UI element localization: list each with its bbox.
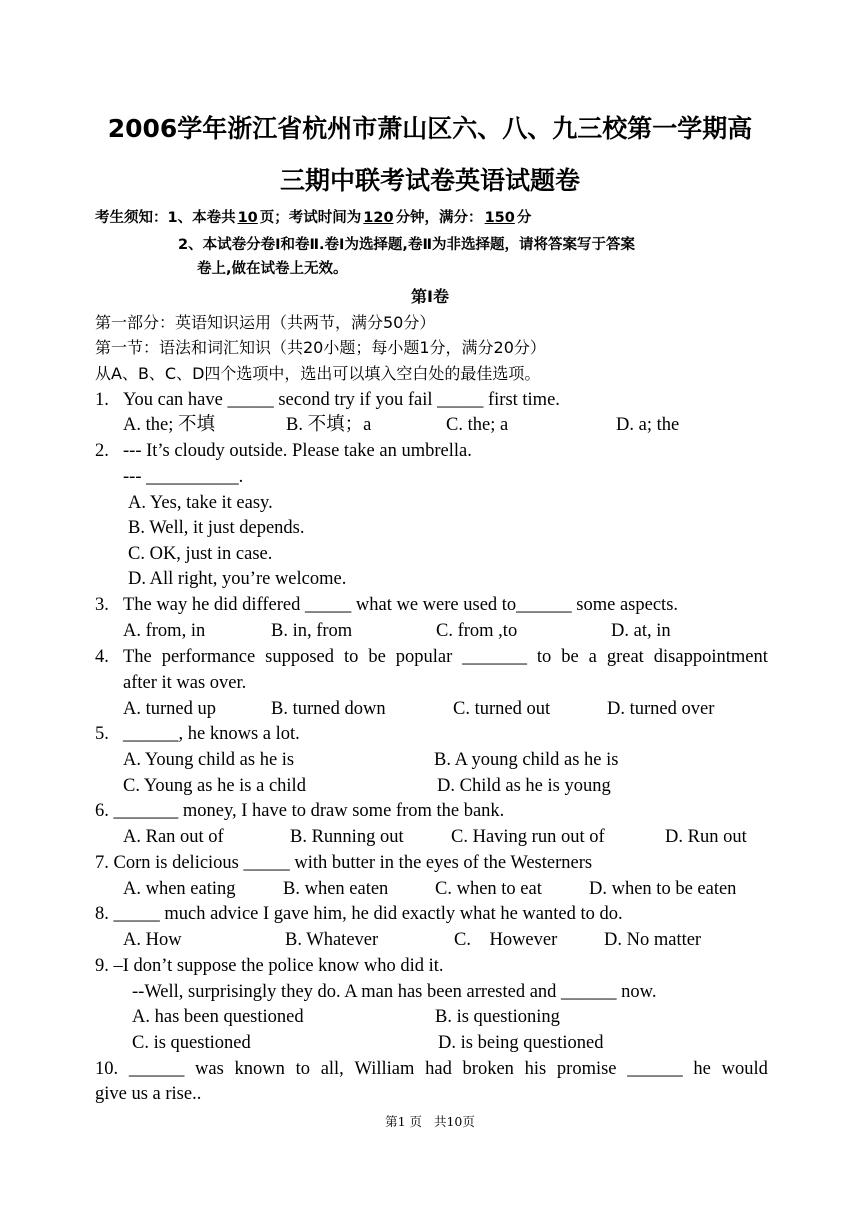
question-number: 1. [95, 390, 109, 410]
question-number: 2. [95, 441, 109, 461]
question-5-stem: ______, he knows a lot. [123, 724, 300, 744]
stem-word: be [368, 647, 386, 667]
q7-option-b: B. when eaten [283, 879, 389, 899]
stem-word: had [425, 1059, 452, 1079]
q3-option-d: D. at, in [611, 621, 671, 641]
section-heading: 第一节：语法和词汇知识（共20小题；每小题1分，满分20分） [95, 338, 546, 357]
question-8-stem: 8. _____ much advice I gave him, he did exactly what he wanted to do. [95, 904, 623, 924]
question-3-stem: The way he did differed _____ what we were used to______ some aspects. [123, 595, 679, 615]
q5-option-c: C. Young as he is a child [123, 776, 306, 796]
stem-word: would [721, 1059, 768, 1079]
notice-line-3: 卷上,做在试卷上无效。 [197, 261, 348, 277]
stem-word: _______ [462, 647, 527, 667]
stem-word: 10. [95, 1059, 119, 1079]
q1-option-d: D. a; the [616, 415, 680, 435]
stem-word: William [354, 1059, 415, 1079]
stem-word: to [536, 647, 552, 667]
q1-option-c: C. the; a [446, 415, 509, 435]
question-10-stem [95, 1058, 768, 1080]
q6-option-c: C. Having run out of [451, 827, 605, 847]
full-score: 150 [484, 210, 515, 226]
question-number: 3. [95, 595, 109, 615]
question-number: 4. [95, 647, 109, 667]
instruction: 从A、B、C、D四个选项中，选出可以填入空白处的最佳选项。 [95, 364, 541, 383]
q4-option-c: C. turned out [453, 699, 551, 719]
question-number: 5. [95, 724, 109, 744]
notice-text: 分 [516, 210, 532, 226]
notice-text: 页；考试时间为 [259, 210, 362, 226]
question-4-stem [123, 646, 768, 668]
question-1-stem: You can have _____ second try if you fail _____ first time. [123, 390, 560, 410]
stem-word: known [234, 1059, 285, 1079]
q3-option-a: A. from, in [123, 621, 206, 641]
q7-option-d: D. when to be eaten [589, 879, 737, 899]
q1-option-b: B. 不填；a [286, 415, 372, 435]
question-9-stem: 9. –I don’t suppose the police know who did it. [95, 956, 444, 976]
stem-word: promise [556, 1059, 617, 1079]
notice-text: 考生须知：1、本卷共 [95, 210, 236, 226]
stem-word: broken [462, 1059, 514, 1079]
q8-option-b: B. Whatever [285, 930, 379, 950]
stem-word: The [123, 647, 152, 667]
stem-word: he [693, 1059, 711, 1079]
question-4-stem-cont: after it was over. [123, 673, 247, 693]
q2-option-c: C. OK, just in case. [128, 544, 273, 564]
question-7-stem: 7. Corn is delicious _____ with butter in the eyes of the Westerners [95, 853, 593, 873]
stem-word: his [524, 1059, 547, 1079]
q9-option-a: A. has been questioned [132, 1007, 304, 1027]
stem-word: all, [320, 1059, 344, 1079]
q8-option-a: A. How [123, 930, 182, 950]
q4-option-d: D. turned over [607, 699, 715, 719]
volume-heading: 第Ⅰ卷 [411, 287, 449, 306]
q2-option-b: B. Well, it just depends. [128, 518, 305, 538]
stem-word: to [343, 647, 359, 667]
q7-option-a: A. when eating [123, 879, 236, 899]
q5-option-d: D. Child as he is young [437, 776, 611, 796]
stem-word: popular [395, 647, 453, 667]
q6-option-b: B. Running out [290, 827, 404, 847]
stem-word: was [195, 1059, 224, 1079]
q9-option-b: B. is questioning [435, 1007, 560, 1027]
q8-option-d: D. No matter [604, 930, 702, 950]
question-9-reply: --Well, surprisingly they do. A man has been arrested and ______ now. [132, 982, 657, 1002]
q9-option-c: C. is questioned [132, 1033, 251, 1053]
notice-line-1 [95, 208, 531, 228]
exam-title-line-2: 三期中联考试卷英语试题卷 [279, 166, 580, 195]
stem-word: to [295, 1059, 310, 1079]
q4-option-a: A. turned up [123, 699, 216, 719]
stem-word: be [561, 647, 579, 667]
notice-line-2: 2、本试卷分卷Ⅰ和卷Ⅱ.卷Ⅰ为选择题,卷Ⅱ为非选择题，请将答案写于答案 [178, 237, 635, 253]
stem-word: performance [161, 647, 256, 667]
q3-option-c: C. from ,to [436, 621, 518, 641]
time-limit: 120 [363, 210, 394, 226]
page-count: 10 [237, 210, 258, 226]
q4-option-b: B. turned down [271, 699, 386, 719]
q8-option-c: C. However [454, 930, 558, 950]
q7-option-c: C. when to eat [435, 879, 542, 899]
page-footer: 第1 页 共10页 [385, 1114, 475, 1129]
stem-word: ______ [627, 1059, 683, 1079]
question-10-stem-cont: give us a rise.. [95, 1084, 202, 1104]
part-heading: 第一部分：英语知识运用（共两节，满分50分） [95, 313, 436, 332]
question-6-stem: 6. _______ money, I have to draw some from the bank. [95, 801, 505, 821]
q2-option-a: A. Yes, take it easy. [128, 493, 273, 513]
exam-title-line-1: 2006学年浙江省杭州市萧山区六、八、九三校第一学期高 [107, 114, 753, 143]
q5-option-a: A. Young child as he is [123, 750, 295, 770]
stem-word: a [588, 647, 597, 667]
q1-option-a: A. the; 不填 [123, 415, 215, 435]
notice-text: 分钟，满分： [395, 210, 483, 226]
q5-option-b: B. A young child as he is [434, 750, 619, 770]
q6-option-d: D. Run out [665, 827, 747, 847]
stem-word: ______ [128, 1059, 185, 1079]
stem-word: great [606, 647, 644, 667]
q9-option-d: D. is being questioned [438, 1033, 604, 1053]
stem-word: supposed [265, 647, 335, 667]
q3-option-b: B. in, from [271, 621, 353, 641]
question-2-reply: --- __________. [123, 467, 244, 487]
question-2-stem: --- It’s cloudy outside. Please take an umbrella. [123, 441, 472, 461]
q6-option-a: A. Ran out of [123, 827, 224, 847]
stem-word: disappointment [653, 647, 768, 667]
q2-option-d: D. All right, you’re welcome. [128, 569, 347, 589]
